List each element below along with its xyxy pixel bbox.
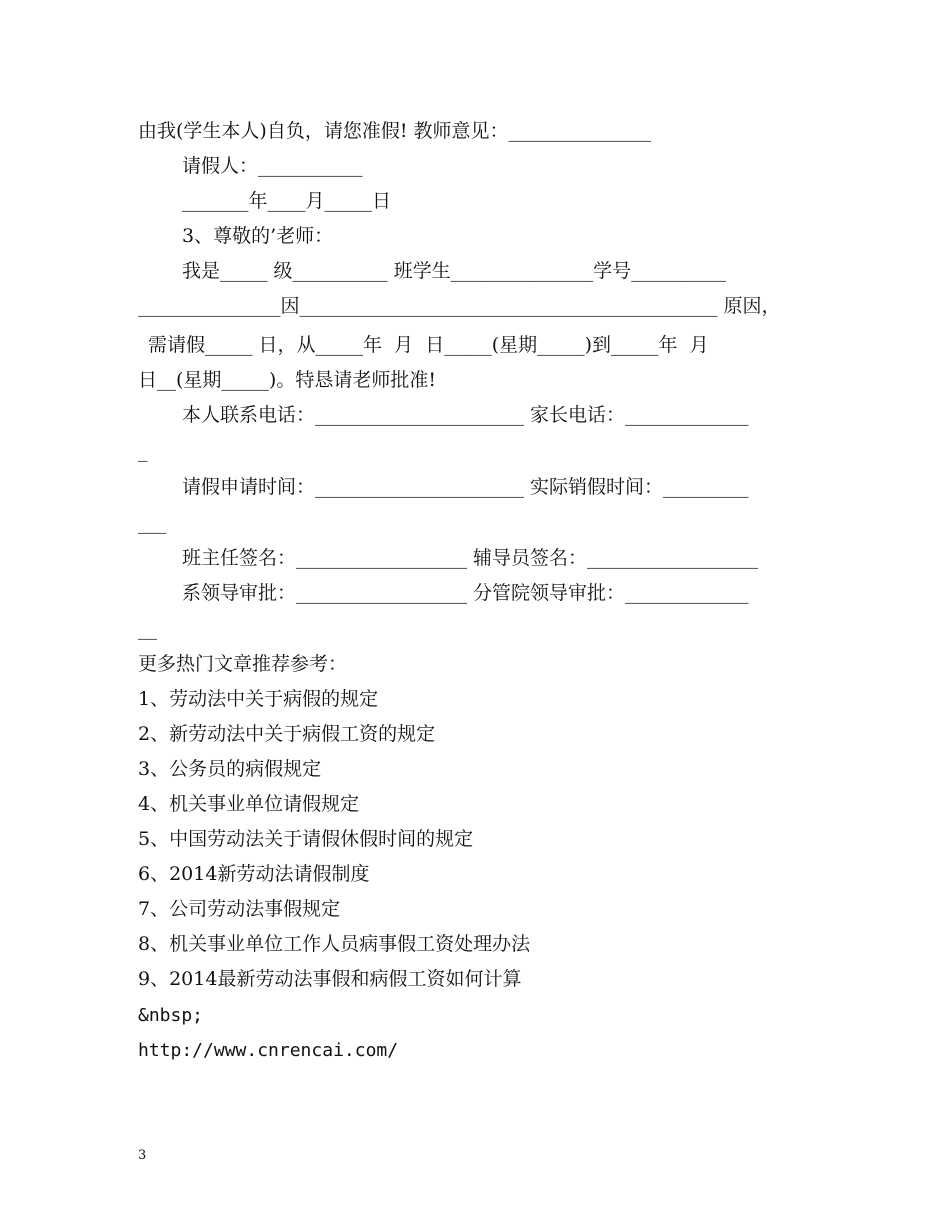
phone-line-continuation: _ <box>138 440 148 462</box>
date-line: _______年____月_____日 <box>182 190 392 212</box>
source-url-link[interactable]: http://www.cnrencai.com/ <box>138 1040 399 1061</box>
recommend-item[interactable]: 4、机关事业单位请假规定 <box>138 793 360 815</box>
paragraph-line-1: 我是_____ 级__________ 班学生_______________学号__________ <box>182 260 727 282</box>
recommend-item[interactable]: 5、中国劳动法关于请假休假时间的规定 <box>138 828 474 850</box>
recommend-item[interactable]: 2、新劳动法中关于病假工资的规定 <box>138 723 436 745</box>
page-number: 3 <box>138 1148 147 1163</box>
recommend-item[interactable]: 6、2014新劳动法请假制度 <box>138 863 370 885</box>
recommend-item[interactable]: 8、机关事业单位工作人员病事假工资处理办法 <box>138 933 531 955</box>
section-3-title: 3、尊敬的’老师： <box>182 225 334 247</box>
recommend-item[interactable]: 1、劳动法中关于病假的规定 <box>138 688 379 710</box>
nbsp-text: &nbsp; <box>138 1005 204 1026</box>
paragraph-line-3: 需请假_____ 日，从_____年 月 日_____(星期_____)到_____年 月 <box>148 334 709 356</box>
signature-line-2-continuation: __ <box>138 618 157 640</box>
applicant-line: 请假人：___________ <box>182 155 363 177</box>
recommend-item[interactable]: 3、公务员的病假规定 <box>138 758 322 780</box>
signature-line-1: 班主任签名：__________________ 辅导员签名：__________________ <box>182 547 759 569</box>
recommend-item[interactable]: 9、2014最新劳动法事假和病假工资如何计算 <box>138 968 522 990</box>
paragraph-line-2: _______________因____________________________________________ 原因， <box>138 295 781 317</box>
time-line-continuation: ___ <box>138 512 167 534</box>
reason-line: 由我(学生本人)自负，请您准假! 教师意见：_______________ <box>138 120 652 142</box>
time-line: 请假申请时间：______________________ 实际销假时间：_________ <box>182 476 749 498</box>
recommend-heading: 更多热门文章推荐参考： <box>138 653 348 675</box>
phone-line: 本人联系电话：______________________ 家长电话：_____________ <box>182 404 749 426</box>
paragraph-line-4: 日__(星期_____)。特恳请老师批准! <box>138 369 436 391</box>
recommend-item[interactable]: 7、公司劳动法事假规定 <box>138 898 341 920</box>
signature-line-2: 系领导审批：__________________ 分管院领导审批：_____________ <box>182 582 749 604</box>
